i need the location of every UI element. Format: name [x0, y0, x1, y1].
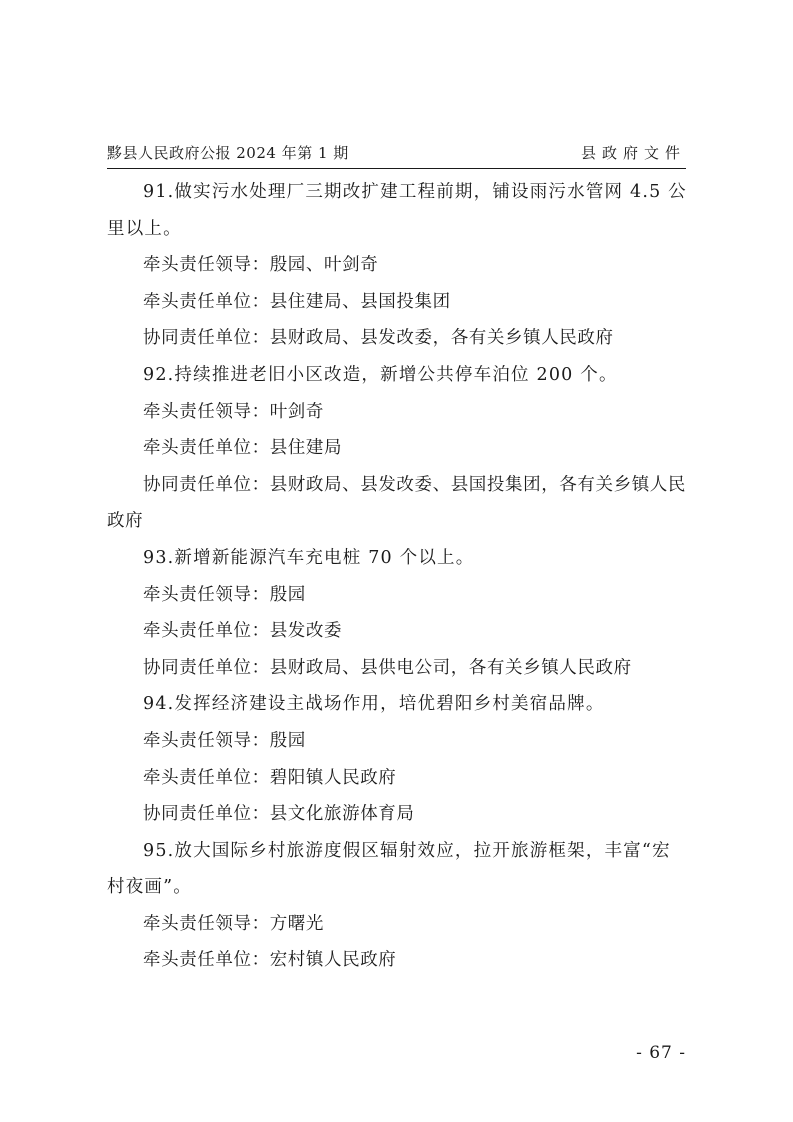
- item-93-lead-unit: 牵头责任单位：县发改委: [143, 621, 343, 642]
- item-94-text: 94.发挥经济建设主战场作用，培优碧阳乡村美宿品牌。: [143, 694, 605, 715]
- item-92-text: 92.持续推进老旧小区改造，新增公共停车泊位 200 个。: [143, 364, 618, 385]
- item-94-lead-leader: 牵头责任领导：殷园: [143, 730, 306, 751]
- page-header: [107, 138, 686, 169]
- item-95-text: 95.放大国际乡村旅游度假区辐射效应，拉开旅游框架，丰富“宏村夜画”。: [107, 840, 671, 898]
- item-91-coop-unit: 协同责任单位：县财政局、县发改委，各有关乡镇人民政府: [143, 328, 614, 349]
- bulletin-title: 黟县人民政府公报 2024 年第 1 期: [107, 144, 349, 162]
- item-92-coop-unit: 协同责任单位：县财政局、县发改委、县国投集团，各有关乡镇人民政府: [107, 474, 686, 532]
- item-94-lead-unit: 牵头责任单位：碧阳镇人民政府: [143, 767, 397, 788]
- item-92-lead-unit: 牵头责任单位：县住建局: [143, 438, 343, 459]
- item-93-coop-unit: 协同责任单位：县财政局、县供电公司，各有关乡镇人民政府: [143, 657, 632, 678]
- item-94-coop-unit: 协同责任单位：县文化旅游体育局: [143, 804, 415, 825]
- page-number: - 67 -: [636, 1043, 686, 1063]
- item-95-lead-leader: 牵头责任领导：方曙光: [143, 913, 324, 934]
- item-93-lead-leader: 牵头责任领导：殷园: [143, 584, 306, 605]
- section-label: 县政府文件: [580, 144, 686, 162]
- item-91-text: 91.做实污水处理厂三期改扩建工程前期，铺设雨污水管网 4.5 公里以上。: [107, 182, 687, 239]
- item-93-text: 93.新增新能源汽车充电桩 70 个以上。: [143, 547, 475, 568]
- item-91-lead-unit: 牵头责任单位：县住建局、县国投集团: [143, 291, 451, 312]
- item-91-lead-leader: 牵头责任领导：殷园、叶剑奇: [143, 255, 379, 276]
- document-body: [107, 174, 689, 979]
- item-92-lead-leader: 牵头责任领导：叶剑奇: [143, 401, 324, 422]
- item-95-lead-unit: 牵头责任单位：宏村镇人民政府: [143, 950, 397, 971]
